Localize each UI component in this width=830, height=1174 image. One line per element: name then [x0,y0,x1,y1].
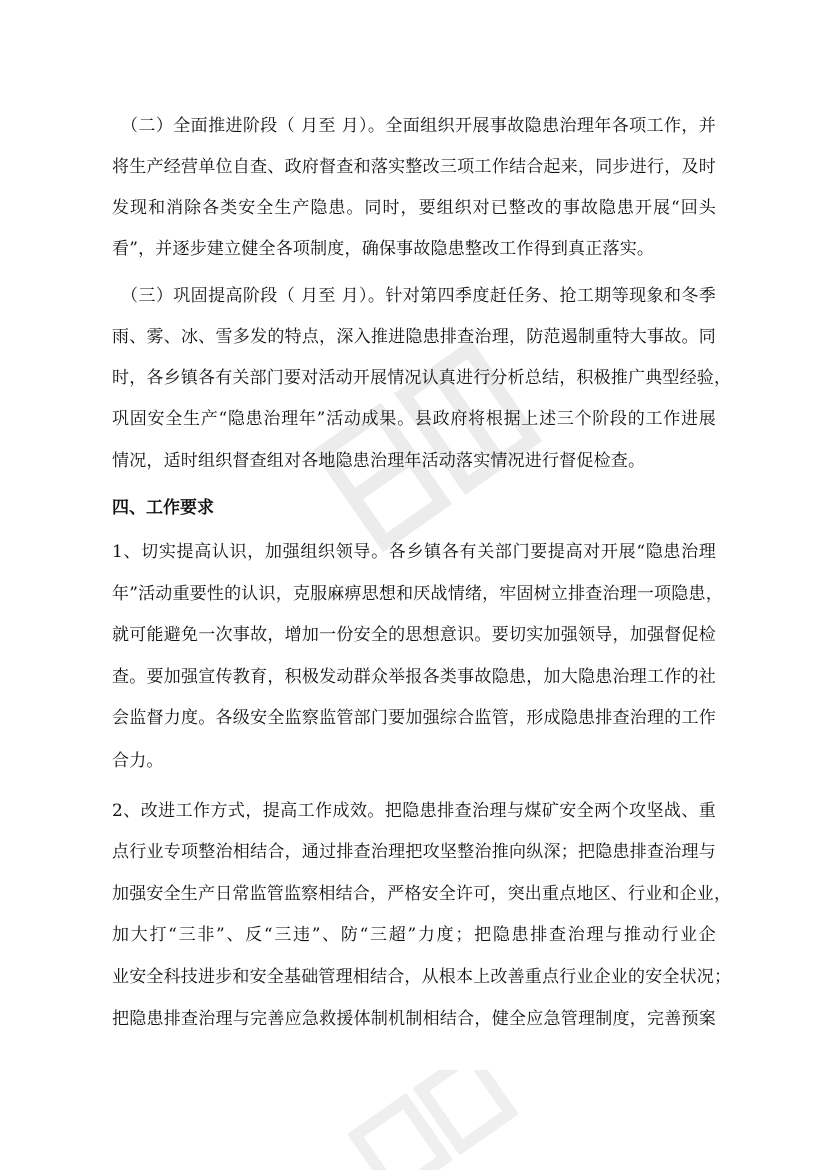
req2-line-1: 2、改进工作方式，提高工作成效。把隐患排查治理与煤矿安全两个攻坚战、重 [112,801,716,821]
req1-line-6: 合力。 [112,751,164,771]
req2-line-2: 点行业专项整治相结合，通过排查治理把攻坚整治推向纵深；把隐患排查治理与 [112,842,716,862]
section3-line-3: 时，各乡镇各有关部门要对活动开展情况认真进行分析总结，积极推广典型经验， [112,368,732,388]
req2-line-4: 加大打“三非”、反“三违”、防“三超”力度；把隐患排查治理与推动行业企 [112,925,716,945]
req1-line-2: 年”活动重要性的认识，克服麻痹思想和厌战情绪，牢固树立排查治理一项隐患， [112,584,723,604]
req1-line-5: 会监督力度。各级安全监察监管部门要加强综合监管，形成隐患排查治理的工作 [112,708,716,728]
req2-line-5: 业安全科技进步和安全基础管理相结合，从根本上改善重点行业企业的安全状况； [112,967,732,987]
req1-line-4: 查。要加强宣传教育，积极发动群众举报各类事故隐患，加大隐患治理工作的社 [112,667,716,687]
section3-line-2: 雨、雾、冰、雪多发的特点，深入推进隐患排查治理，防范遏制重特大事故。同 [112,327,716,347]
watermark-logo-bottom [330,1070,530,1170]
section-heading-requirements: 四、工作要求 [112,498,214,518]
req1-line-1: 1、切实提高认识，加强组织领导。各乡镇各有关部门要提高对开展“隐患治理 [112,542,716,562]
section2-line-1: （二）全面推进阶段（ 月至 月）。全面组织开展事故隐患治理年各项工作，并 [121,116,716,136]
section2-line-2: 将生产经营单位自查、政府督查和落实整改三项工作结合起来，同步进行，及时 [112,157,716,177]
req1-line-3: 就可能避免一次事故，增加一份安全的思想意识。要切实加强领导，加强督促检 [112,625,716,645]
section2-line-4: 看”，并逐步建立健全各项制度，确保事故隐患整改工作得到真正落实。 [112,239,655,259]
section2-line-3: 发现和消除各类安全生产隐患。同时，要组织对已整改的事故隐患开展“回头 [112,198,716,218]
section3-line-5: 情况，适时组织督查组对各地隐患治理年活动落实情况进行督促检查。 [112,451,646,471]
section3-line-1: （三）巩固提高阶段（ 月至 月）。针对第四季度赶任务、抢工期等现象和冬季 [121,286,716,306]
section3-line-4: 巩固安全生产“隐患治理年”活动成果。县政府将根据上述三个阶段的工作进展 [112,409,716,429]
req2-line-3: 加强安全生产日常监管监察相结合，严格安全许可，突出重点地区、行业和企业， [112,884,732,904]
req2-line-6: 把隐患排查治理与完善应急救援体制机制相结合，健全应急管理制度，完善预案 [112,1009,716,1029]
